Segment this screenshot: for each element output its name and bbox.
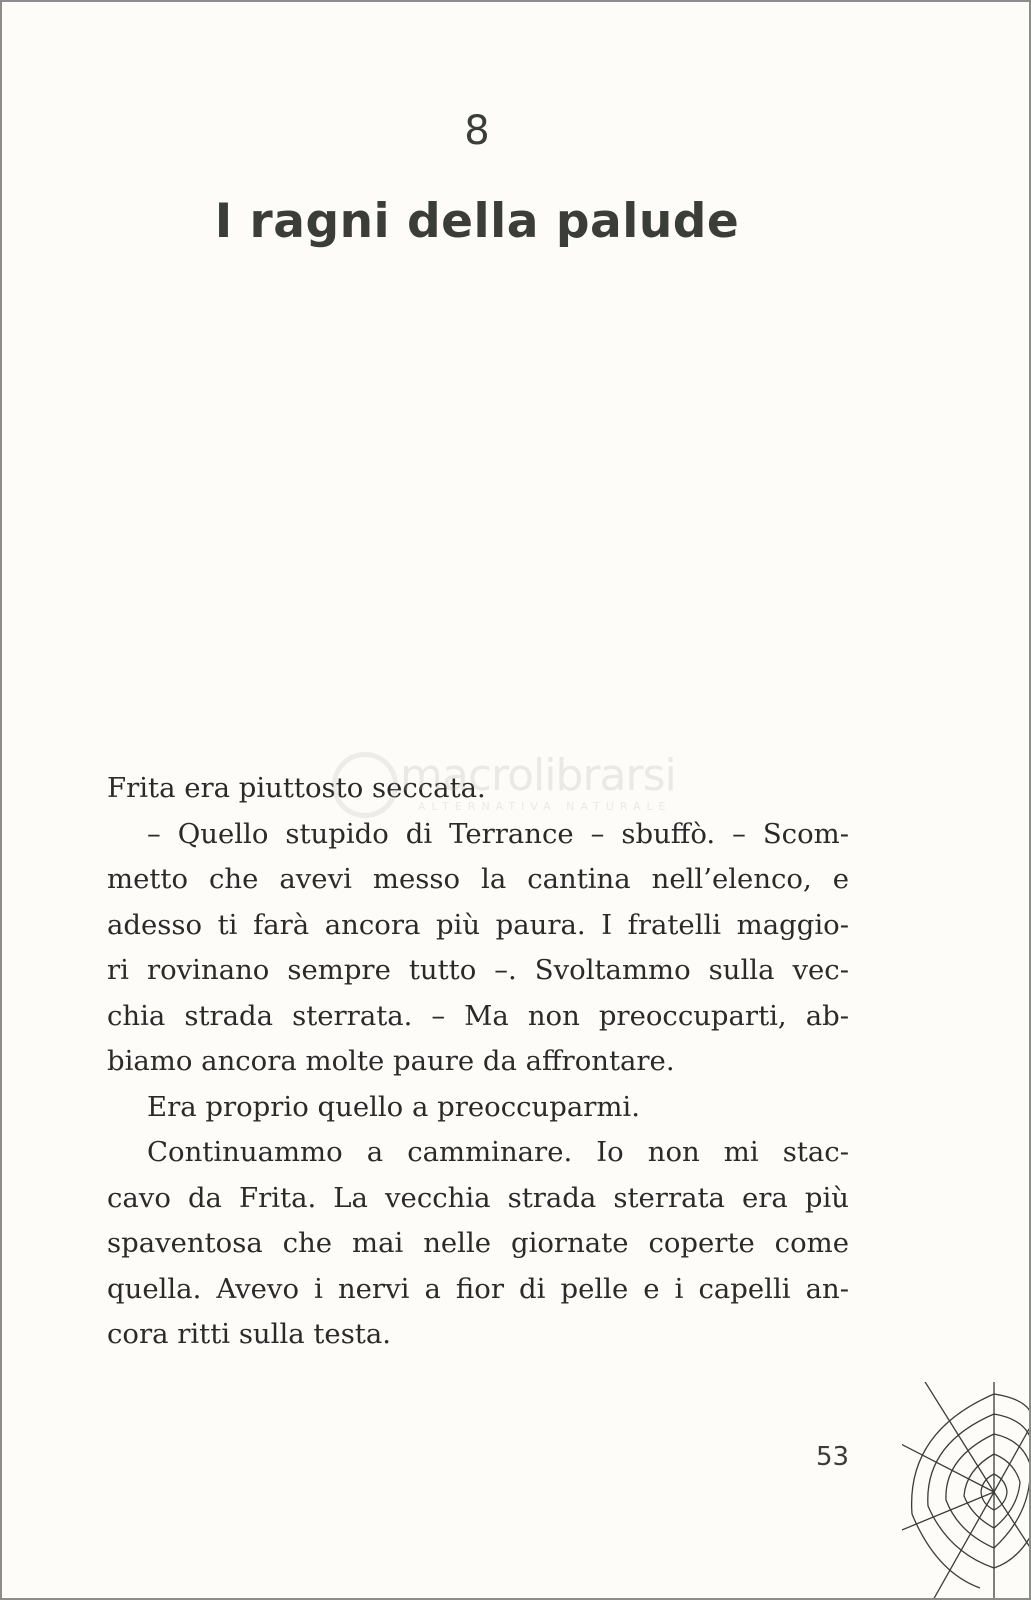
text-line: ri rovinano sempre tutto –. Svoltammo sulla vec-: [107, 954, 849, 986]
body-text: [107, 766, 849, 1358]
text-line: metto che avevi messo la cantina nell’elenco, e: [107, 863, 849, 895]
page-number: 53: [816, 1442, 850, 1472]
chapter-number: 8: [464, 108, 490, 154]
text-line: – Quello stupido di Terrance – sbuffò. – Scom-: [147, 817, 849, 850]
text-line: spaventosa che mai nelle giornate coperte come: [107, 1227, 849, 1259]
text-line: cora ritti sulla testa.: [107, 1318, 391, 1350]
text-line: chia strada sterrata. – Ma non preoccuparti, ab-: [107, 999, 849, 1032]
text-line: cavo da Frita. La vecchia strada sterrata era più: [107, 1181, 849, 1214]
text-line: Continuammo a camminare. Io non mi stac-: [147, 1136, 849, 1168]
text-line: quella. Avevo i nervi a fior di pelle e i capelli an-: [107, 1272, 849, 1305]
text-line: Frita era piuttosto seccata.: [107, 772, 486, 804]
watermark-tagline: ALTERNATIVA NATURALE: [418, 800, 672, 813]
text-line: adesso ti farà ancora più paura. I fratelli maggio-: [107, 908, 849, 941]
watermark-brand: macrolibrarsi: [400, 750, 676, 801]
text-line: biamo ancora molte paure da affrontare.: [107, 1045, 675, 1077]
text-line: Era proprio quello a preoccuparmi.: [147, 1090, 640, 1123]
chapter-title: I ragni della palude: [214, 194, 740, 249]
spiderweb-icon: [902, 1382, 1031, 1600]
